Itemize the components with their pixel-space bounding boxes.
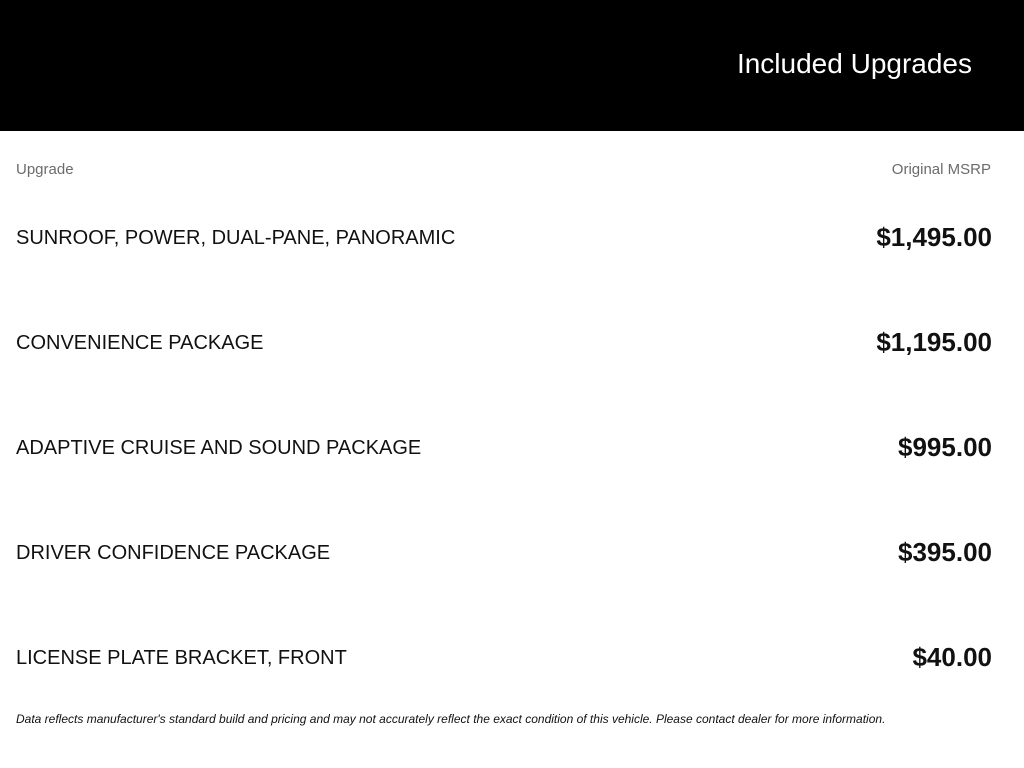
upgrade-name: ADAPTIVE CRUISE AND SOUND PACKAGE	[16, 437, 422, 459]
upgrade-name: SUNROOF, POWER, DUAL-PANE, PANORAMIC	[16, 227, 456, 249]
page-title: Included Upgrades	[736, 48, 972, 79]
column-header-upgrade: Upgrade	[16, 161, 74, 178]
upgrade-name: CONVENIENCE PACKAGE	[16, 332, 264, 354]
upgrade-price: $395.00	[898, 537, 992, 567]
upgrades-list	[0, 186, 1024, 710]
upgrade-name: LICENSE PLATE BRACKET, FRONT	[16, 647, 347, 669]
column-header-original-msrp: Original MSRP	[891, 161, 991, 178]
disclaimer-text: Data reflects manufacturer's standard build and pricing and may not accurately reflect the exact condition of this vehicle. Please contact dealer for more information.	[16, 712, 886, 726]
upgrade-price: $1,195.00	[876, 327, 992, 357]
table-row	[0, 186, 1024, 291]
table-row	[0, 396, 1024, 501]
upgrade-name: DRIVER CONFIDENCE PACKAGE	[16, 542, 331, 564]
table-row	[0, 606, 1024, 711]
upgrade-price: $40.00	[912, 642, 992, 672]
table-row	[0, 291, 1024, 396]
table-row	[0, 501, 1024, 606]
upgrade-price: $1,495.00	[876, 222, 992, 252]
upgrade-price: $995.00	[898, 432, 992, 462]
header-bar	[0, 0, 1024, 131]
